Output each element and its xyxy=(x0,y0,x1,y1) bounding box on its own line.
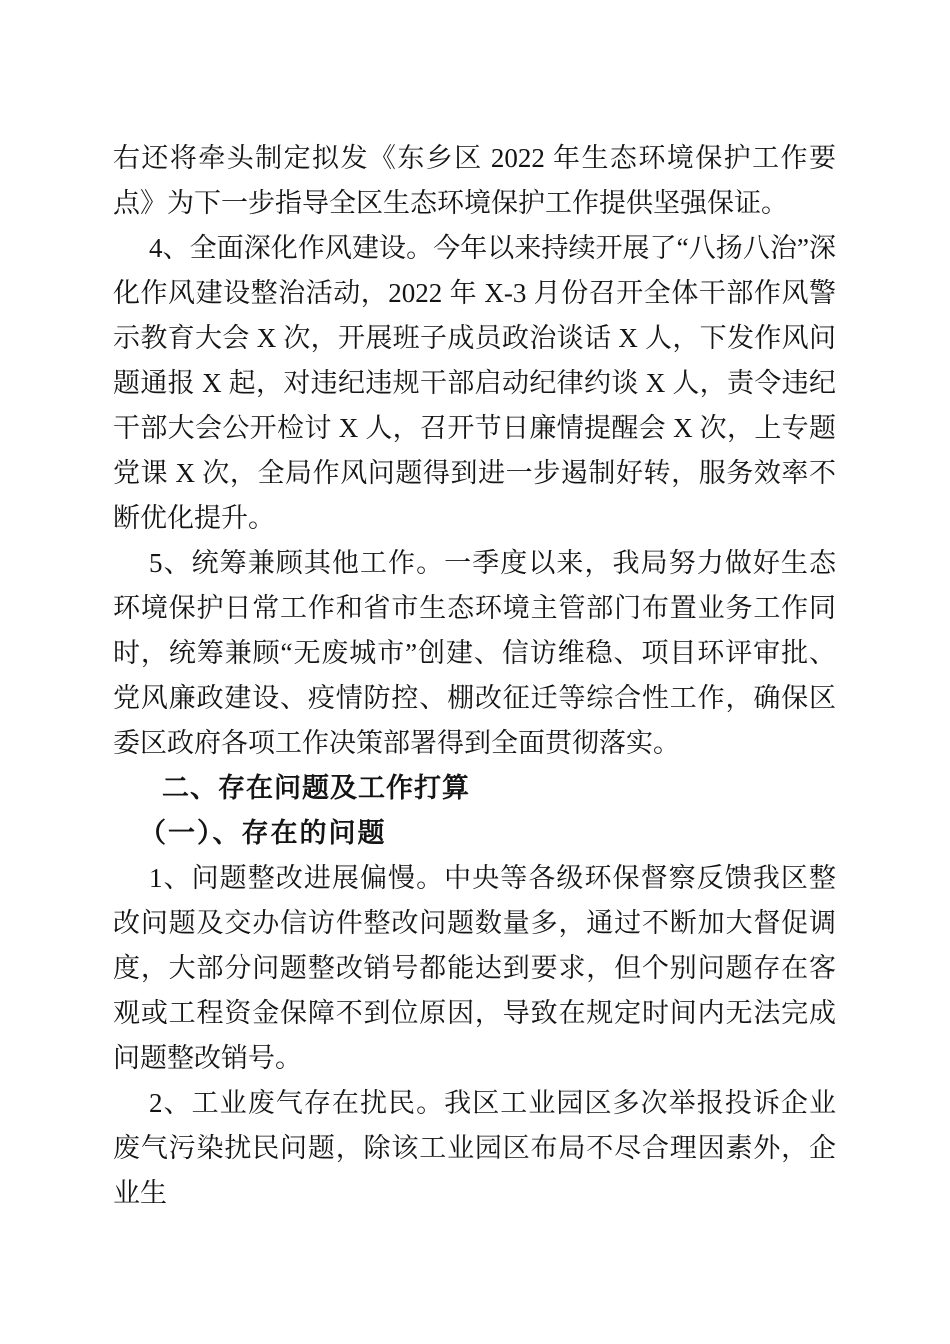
paragraph-continuation: 右还将牵头制定拟发《东乡区 2022 年生态环境保护工作要点》为下一步指导全区生态环境保护工作提供坚强保证。 xyxy=(113,143,836,218)
subsection-heading: （一）、存在的问题 xyxy=(139,818,387,848)
document-body xyxy=(113,136,836,1216)
paragraph-item-4: 4、全面深化作风建设。今年以来持续开展了“八扬八治”深化作风建设整治活动，2022 年 X-3 月份召开全体干部作风警示教育大会 X 次，开展班子成员政治谈话 X 人，下发作风问题通报 X 起，对违纪违规干部启动纪律约谈 X 人，责令违纪干部大会公开检讨 X 人，召开节日廉情提醒会 X 次，上专题党课 X 次，全局作风问题得到进一步遏制好转，服务效率不断优化提升。 xyxy=(113,233,836,533)
section-heading: 二、存在问题及工作打算 xyxy=(162,773,470,803)
paragraph-problem-1: 1、问题整改进展偏慢。中央等各级环保督察反馈我区整改问题及交办信访件整改问题数量多，通过不断加大督促调度，大部分问题整改销号都能达到要求，但个别问题存在客观或工程资金保障不到位原因，导致在规定时间内无法完成问题整改销号。 xyxy=(113,863,836,1073)
paragraph-problem-2: 2、工业废气存在扰民。我区工业园区多次举报投诉企业废气污染扰民问题，除该工业园区布局不尽合理因素外，企业生 xyxy=(113,1088,836,1208)
paragraph-item-5: 5、统筹兼顾其他工作。一季度以来，我局努力做好生态环境保护日常工作和省市生态环境主管部门布置业务工作同时，统筹兼顾“无废城市”创建、信访维稳、项目环评审批、党风廉政建设、疫情防控、棚改征迁等综合性工作，确保区委区政府各项工作决策部署得到全面贯彻落实。 xyxy=(113,548,836,758)
